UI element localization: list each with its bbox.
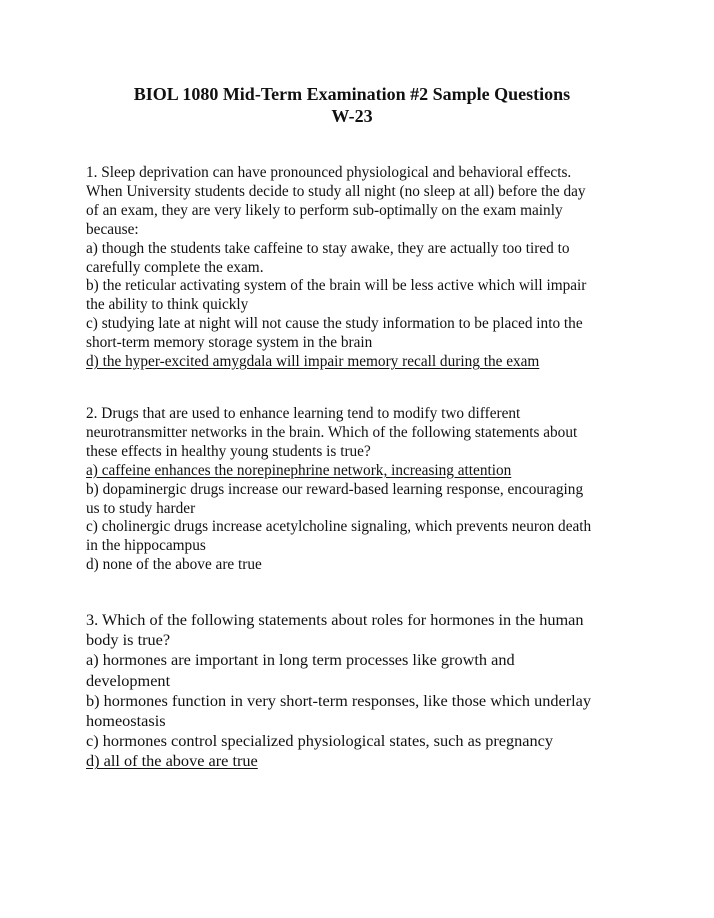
question-3-option-b: b) hormones function in very short-term responses, like those which underlay — [86, 690, 592, 710]
question-2-option-c: in the hippocampus — [86, 537, 206, 555]
question-1-option-a: carefully complete the exam. — [86, 258, 264, 276]
question-3 — [86, 610, 646, 772]
question-1-option-b: b) the reticular activating system of the brain will be less active which will impair — [86, 277, 587, 295]
exam-title — [0, 83, 704, 127]
question-2-option-c: c) cholinergic drugs increase acetylcholine signaling, which prevents neuron death — [86, 518, 592, 536]
question-3-option-a: development — [86, 670, 171, 690]
question-1-option-c: short-term memory storage system in the brain — [86, 334, 373, 352]
question-2-stem-line: 2. Drugs that are used to enhance learning tend to modify two different — [86, 405, 521, 422]
question-1-option-c: c) studying late at night will not cause the study information to be placed into the — [86, 315, 583, 333]
question-1-stem-line: because: — [86, 220, 139, 238]
question-3-option-c: c) hormones control specialized physiological states, such as pregnancy — [86, 731, 554, 751]
question-1-option-a: a) though the students take caffeine to stay awake, they are actually too tired to — [86, 239, 570, 257]
question-1-option-b: the ability to think quickly — [86, 296, 249, 314]
question-2-option-d: d) none of the above are true — [86, 556, 262, 574]
question-3-option-d-answer: d) all of the above are true — [86, 751, 258, 771]
question-2-stem-line: these effects in healthy young students is true? — [86, 442, 371, 460]
exam-title-line2: W-23 — [331, 106, 373, 126]
question-1-stem-line: of an exam, they are very likely to perform sub-optimally on the exam mainly — [86, 201, 563, 219]
question-1-stem-line: 1. Sleep deprivation can have pronounced physiological and behavioral effects. — [86, 164, 572, 181]
question-1-stem-line: When University students decide to study all night (no sleep at all) before the day — [86, 182, 586, 200]
question-2-option-a-answer: a) caffeine enhances the norepinephrine network, increasing attention — [86, 461, 512, 479]
question-3-option-b: homeostasis — [86, 711, 166, 731]
question-3-stem-line: body is true? — [86, 630, 171, 650]
question-1 — [86, 164, 646, 372]
question-2-option-b: b) dopaminergic drugs increase our reward-based learning response, encouraging — [86, 480, 584, 498]
question-2-stem-line: neurotransmitter networks in the brain. Which of the following statements about — [86, 423, 578, 441]
question-2 — [86, 405, 646, 575]
question-3-option-a: a) hormones are important in long term processes like growth and — [86, 650, 515, 670]
question-2-option-b: us to study harder — [86, 499, 196, 517]
exam-title-line1: BIOL 1080 Mid-Term Examination #2 Sample Questions — [133, 84, 571, 104]
question-1-option-d-answer: d) the hyper-excited amygdala will impair memory recall during the exam — [86, 353, 540, 371]
question-3-stem-line: 3. Which of the following statements about roles for hormones in the human — [86, 610, 584, 629]
